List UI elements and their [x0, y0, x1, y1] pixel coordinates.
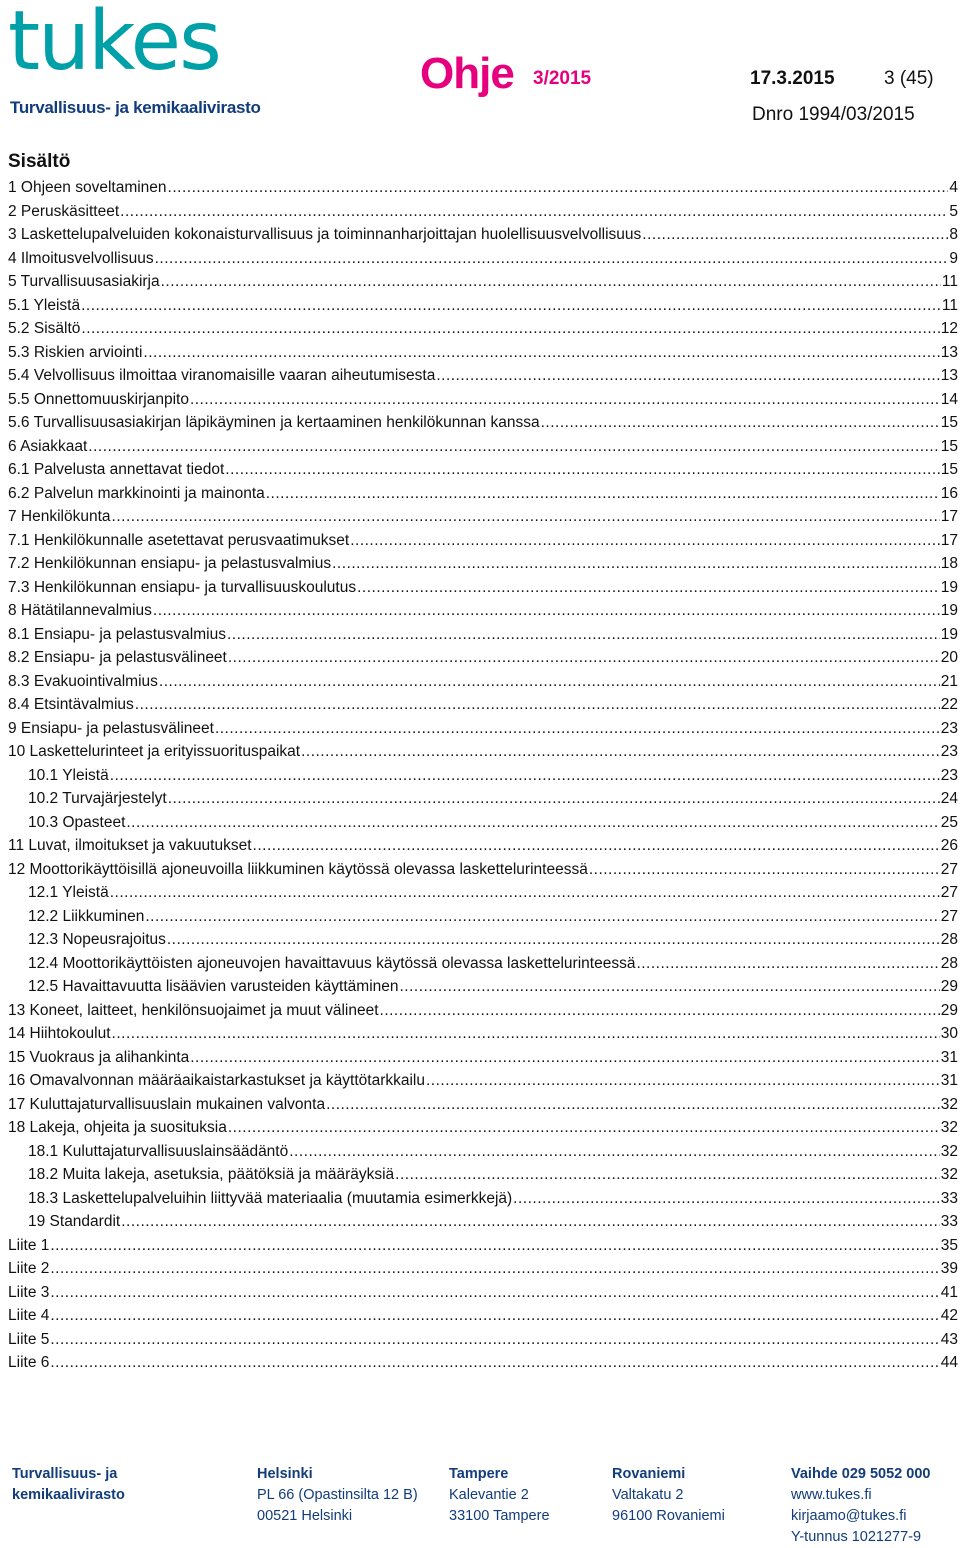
logo-wordmark: tukes: [8, 0, 220, 89]
toc-entry-title: Liite 2: [8, 1260, 50, 1277]
toc-entry[interactable]: [8, 1187, 958, 1211]
toc-entry[interactable]: [8, 1281, 958, 1305]
toc-entry-title: 5.3 Riskien arviointi: [8, 343, 143, 361]
toc-dot-leader: [541, 411, 940, 435]
footer-line: kirjaamo@tukes.fi: [791, 1508, 907, 1524]
toc-dot-leader: [513, 1187, 940, 1211]
toc-entry[interactable]: [8, 905, 958, 929]
toc-entry-page: 8: [949, 226, 958, 243]
toc-entry-title: 3 Laskettelupalveluiden kokonaisturvallisuus ja toiminnanharjoittajan huolellisuusvelvollisuus: [8, 226, 642, 243]
toc-entry[interactable]: [8, 529, 958, 553]
footer-line: kemikaalivirasto: [12, 1487, 125, 1503]
toc-entry[interactable]: [8, 317, 958, 341]
toc-entry-page: 19: [940, 625, 958, 643]
toc-dot-leader: [326, 1093, 940, 1117]
toc-entry[interactable]: [8, 1328, 958, 1352]
toc-dot-leader: [190, 1046, 940, 1070]
toc-entry[interactable]: [8, 247, 958, 271]
toc-entry-page: 4: [949, 179, 958, 196]
toc-entry[interactable]: [8, 341, 958, 365]
toc-dot-leader: [81, 294, 941, 318]
toc-entry[interactable]: [8, 999, 958, 1023]
toc-entry-title: 8.2 Ensiapu- ja pelastusvälineet: [8, 649, 227, 666]
toc-entry[interactable]: [8, 740, 958, 764]
toc-dot-leader: [332, 552, 940, 576]
footer-line: Rovaniemi: [612, 1466, 686, 1482]
toc-entry-page: 44: [940, 1354, 958, 1371]
toc-entry[interactable]: [8, 1069, 958, 1093]
toc-dot-leader: [215, 717, 940, 741]
toc-dot-leader: [121, 1210, 940, 1234]
toc-dot-leader: [168, 787, 940, 811]
toc-dot-leader: [228, 1116, 940, 1140]
toc-entry[interactable]: [8, 482, 958, 506]
toc-entry-page: 21: [940, 672, 958, 690]
toc-heading: Sisältö: [8, 151, 71, 172]
footer-column: [612, 1464, 725, 1527]
toc-entry-title: 8.1 Ensiapu- ja pelastusvalmius: [8, 625, 226, 643]
toc-dot-leader: [88, 435, 939, 459]
toc-dot-leader: [112, 1022, 940, 1046]
toc-entry[interactable]: [8, 858, 958, 882]
footer-column: [12, 1464, 125, 1506]
toc-entry-page: 15: [940, 414, 958, 431]
toc-entry-page: 29: [940, 1001, 958, 1019]
document-type: Ohje: [420, 49, 514, 98]
toc-entry[interactable]: [8, 787, 958, 811]
toc-entry-title: 14 Hiihtokoulut: [8, 1025, 111, 1042]
toc-entry-page: 39: [940, 1260, 958, 1277]
toc-entry-title: 6.1 Palvelusta annettavat tiedot: [8, 461, 225, 478]
toc-entry-title: 5.1 Yleistä: [8, 296, 81, 314]
toc-dot-leader: [143, 341, 939, 365]
toc-entry-page: 42: [940, 1307, 958, 1324]
toc-entry-title: 5.4 Velvollisuus ilmoittaa viranomaisille vaaran aiheutumisesta: [8, 367, 436, 384]
toc-entry[interactable]: [8, 1257, 958, 1281]
toc-entry[interactable]: [8, 1093, 958, 1117]
toc-entry-title: 2 Peruskäsitteet: [8, 202, 120, 220]
toc-dot-leader: [266, 482, 940, 506]
toc-entry-page: 19: [940, 602, 958, 619]
toc-dot-leader: [589, 858, 940, 882]
footer-line: Kalevantie 2: [449, 1487, 529, 1503]
toc-entry-title: 18.3 Laskettelupalveluihin liittyvää materiaalia (muutamia esimerkkejä): [28, 1189, 513, 1207]
toc-entry-page: 28: [940, 954, 958, 972]
toc-dot-leader: [50, 1328, 939, 1352]
document-number: 3/2015: [533, 68, 592, 89]
page-footer: [0, 1464, 960, 1544]
toc-dot-leader: [110, 764, 940, 788]
toc-entry[interactable]: [8, 1116, 958, 1140]
toc-entry-title: 16 Omavalvonnan määräaikaistarkastukset ja käyttötarkkailu: [8, 1072, 425, 1089]
toc-entry-page: 23: [940, 766, 958, 784]
toc-dot-leader: [168, 176, 949, 200]
toc-entry[interactable]: [8, 364, 958, 388]
toc-entry[interactable]: [8, 1163, 958, 1187]
toc-entry-page: 43: [940, 1330, 958, 1348]
footer-line: Y-tunnus 1021277-9: [791, 1529, 922, 1545]
table-of-contents: [8, 176, 958, 1375]
toc-entry-title: 8 Hätätilannevalmius: [8, 602, 152, 619]
toc-entry[interactable]: [8, 270, 958, 294]
toc-dot-leader: [50, 1234, 939, 1258]
toc-entry[interactable]: [8, 834, 958, 858]
toc-dot-leader: [126, 811, 939, 835]
toc-entry-title: 18 Lakeja, ohjeita ja suosituksia: [8, 1119, 227, 1136]
toc-entry-page: 27: [940, 884, 958, 901]
toc-entry-page: 5: [949, 202, 958, 220]
toc-entry[interactable]: [8, 1304, 958, 1328]
toc-entry-page: 31: [940, 1048, 958, 1066]
toc-dot-leader: [120, 200, 948, 224]
toc-dot-leader: [110, 881, 940, 905]
toc-entry-page: 27: [940, 907, 958, 925]
toc-entry-title: 10.3 Opasteet: [28, 813, 126, 831]
toc-entry[interactable]: [8, 576, 958, 600]
toc-entry-title: 5 Turvallisuusasiakirja: [8, 273, 160, 290]
toc-entry-title: 8.3 Evakuointivalmius: [8, 672, 158, 690]
toc-entry-title: Liite 4: [8, 1307, 50, 1324]
toc-entry-page: 35: [940, 1236, 958, 1254]
toc-entry[interactable]: [8, 623, 958, 647]
toc-entry-page: 25: [940, 813, 958, 831]
toc-entry-page: 17: [940, 531, 958, 549]
toc-entry-title: Liite 3: [8, 1283, 50, 1301]
tukes-logo: [8, 0, 261, 127]
toc-dot-leader: [400, 975, 940, 999]
toc-entry[interactable]: [8, 200, 958, 224]
toc-entry[interactable]: [8, 952, 958, 976]
footer-line: 33100 Tampere: [449, 1508, 550, 1524]
toc-entry-title: Liite 6: [8, 1354, 50, 1371]
toc-entry-title: 19 Standardit: [28, 1213, 121, 1230]
toc-dot-leader: [50, 1257, 939, 1281]
toc-entry[interactable]: [8, 646, 958, 670]
toc-dot-leader: [436, 364, 939, 388]
footer-column: [257, 1464, 418, 1527]
toc-entry-title: 10.2 Turvajärjestelyt: [28, 790, 167, 807]
toc-dot-leader: [289, 1140, 940, 1164]
toc-entry-page: 11: [941, 296, 958, 314]
toc-entry[interactable]: [8, 294, 958, 318]
footer-line: Valtakatu 2: [612, 1487, 684, 1503]
toc-entry[interactable]: [8, 552, 958, 576]
footer-line: 00521 Helsinki: [257, 1508, 353, 1524]
toc-dot-leader: [155, 247, 949, 271]
document-date: 17.3.2015: [750, 68, 835, 89]
toc-entry-title: 9 Ensiapu- ja pelastusvälineet: [8, 719, 214, 737]
toc-entry[interactable]: [8, 811, 958, 835]
toc-entry[interactable]: [8, 1140, 958, 1164]
toc-entry-page: 30: [940, 1025, 958, 1042]
toc-entry[interactable]: [8, 223, 958, 247]
toc-entry-page: 17: [940, 508, 958, 525]
toc-entry-page: 33: [940, 1213, 958, 1230]
footer-line: www.tukes.fi: [791, 1487, 872, 1503]
toc-entry-page: 28: [940, 931, 958, 948]
toc-entry-title: 18.2 Muita lakeja, asetuksia, päätöksiä ja määräyksiä: [28, 1166, 395, 1183]
toc-entry-page: 31: [940, 1072, 958, 1089]
toc-entry-title: 7.3 Henkilökunnan ensiapu- ja turvallisuuskoulutus: [8, 578, 357, 596]
toc-entry-page: 41: [940, 1283, 958, 1301]
toc-entry-title: 6.2 Palvelun markkinointi ja mainonta: [8, 484, 265, 502]
toc-entry-title: 11 Luvat, ilmoitukset ja vakuutukset: [8, 837, 252, 854]
toc-entry-title: 12.5 Havaittavuutta lisäävien varusteiden käyttäminen: [28, 978, 399, 995]
toc-entry[interactable]: [8, 928, 958, 952]
toc-entry-title: 15 Vuokraus ja alihankinta: [8, 1048, 190, 1066]
footer-line: Turvallisuus- ja: [12, 1466, 118, 1482]
toc-entry-page: 14: [940, 390, 958, 408]
toc-dot-leader: [159, 670, 940, 694]
toc-entry[interactable]: [8, 1210, 958, 1234]
toc-entry[interactable]: [8, 1351, 958, 1375]
toc-entry-title: 1 Ohjeen soveltaminen: [8, 179, 167, 196]
toc-entry[interactable]: [8, 1234, 958, 1258]
toc-dot-leader: [167, 928, 940, 952]
toc-entry-title: 7.2 Henkilökunnan ensiapu- ja pelastusvalmius: [8, 555, 332, 572]
toc-entry[interactable]: [8, 458, 958, 482]
toc-dot-leader: [145, 905, 939, 929]
toc-entry[interactable]: [8, 435, 958, 459]
toc-entry-page: 13: [940, 367, 958, 384]
toc-dot-leader: [426, 1069, 940, 1093]
toc-entry-page: 18: [940, 555, 958, 572]
toc-entry-page: 32: [940, 1095, 958, 1113]
toc-entry-title: 10 Laskettelurinteet ja erityissuorituspaikat: [8, 743, 301, 760]
toc-dot-leader: [190, 388, 940, 412]
toc-entry[interactable]: [8, 411, 958, 435]
toc-dot-leader: [228, 646, 940, 670]
toc-dot-leader: [81, 317, 939, 341]
footer-column: [449, 1464, 550, 1527]
toc-dot-leader: [301, 740, 940, 764]
toc-dot-leader: [227, 623, 940, 647]
toc-dot-leader: [350, 529, 940, 553]
document-register-number: Dnro 1994/03/2015: [752, 104, 915, 125]
toc-entry[interactable]: [8, 1046, 958, 1070]
toc-entry-page: 11: [941, 273, 958, 290]
toc-entry-page: 24: [940, 790, 958, 807]
toc-entry-page: 20: [940, 649, 958, 666]
toc-dot-leader: [161, 270, 941, 294]
logo-subtitle: Turvallisuus- ja kemikaalivirasto: [10, 98, 261, 117]
toc-dot-leader: [642, 223, 948, 247]
toc-entry-page: 22: [940, 696, 958, 713]
toc-entry-title: Liite 5: [8, 1330, 50, 1348]
toc-entry-title: 5.5 Onnettomuuskirjanpito: [8, 390, 189, 408]
toc-entry-title: 12.3 Nopeusrajoitus: [28, 931, 166, 948]
toc-dot-leader: [50, 1304, 939, 1328]
toc-entry-page: 16: [940, 484, 958, 502]
toc-entry[interactable]: [8, 670, 958, 694]
toc-entry-title: 17 Kuluttajaturvallisuuslain mukainen valvonta: [8, 1095, 326, 1113]
toc-entry[interactable]: [8, 505, 958, 529]
toc-entry-title: 8.4 Etsintävalmius: [8, 696, 134, 713]
toc-entry-title: 7 Henkilökunta: [8, 508, 111, 525]
toc-entry-title: 4 Ilmoitusvelvollisuus: [8, 249, 154, 267]
toc-dot-leader: [253, 834, 940, 858]
toc-dot-leader: [380, 999, 940, 1023]
footer-line: Helsinki: [257, 1466, 313, 1482]
toc-entry-title: 12.4 Moottorikäyttöisten ajoneuvojen havaittavuus käytössä olevassa laskettelurinteessä: [28, 954, 636, 972]
toc-entry-page: 15: [940, 437, 958, 455]
footer-line: 96100 Rovaniemi: [612, 1508, 725, 1524]
footer-line: Tampere: [449, 1466, 509, 1482]
footer-line: PL 66 (Opastinsilta 12 B): [257, 1487, 418, 1503]
toc-entry-title: 7.1 Henkilökunnalle asetettavat perusvaatimukset: [8, 531, 350, 549]
toc-entry-title: 12.1 Yleistä: [28, 884, 109, 901]
toc-entry-page: 15: [940, 461, 958, 478]
toc-entry-title: 18.1 Kuluttajaturvallisuuslainsäädäntö: [28, 1142, 289, 1160]
toc-dot-leader: [50, 1281, 939, 1305]
toc-entry-page: 9: [949, 249, 958, 267]
toc-entry-page: 29: [940, 978, 958, 995]
footer-line: Vaihde 029 5052 000: [791, 1466, 931, 1482]
toc-dot-leader: [135, 693, 940, 717]
toc-entry[interactable]: [8, 881, 958, 905]
toc-dot-leader: [636, 952, 939, 976]
toc-entry-page: 19: [940, 578, 958, 596]
toc-entry-title: 12.2 Liikkuminen: [28, 907, 145, 925]
toc-entry-title: 12 Moottorikäyttöisillä ajoneuvoilla liikkuminen käytössä olevassa laskettelurinteessä: [8, 860, 588, 878]
toc-entry-title: 5.2 Sisältö: [8, 320, 81, 337]
toc-entry[interactable]: [8, 975, 958, 999]
toc-entry[interactable]: [8, 717, 958, 741]
toc-entry[interactable]: [8, 388, 958, 412]
toc-dot-leader: [357, 576, 940, 600]
toc-entry-title: 10.1 Yleistä: [28, 766, 109, 784]
page-indicator: 3 (45): [884, 68, 934, 89]
toc-entry-page: 32: [940, 1142, 958, 1160]
toc-entry-title: 13 Koneet, laitteet, henkilönsuojaimet ja muut välineet: [8, 1001, 379, 1019]
toc-entry-title: 5.6 Turvallisuusasiakirjan läpikäyminen ja kertaaminen henkilökunnan kanssa: [8, 414, 540, 431]
footer-column: [791, 1464, 930, 1548]
toc-entry[interactable]: [8, 693, 958, 717]
toc-entry[interactable]: [8, 1022, 958, 1046]
toc-entry-page: 33: [940, 1189, 958, 1207]
toc-dot-leader: [395, 1163, 940, 1187]
toc-entry-page: 32: [940, 1119, 958, 1136]
toc-entry-page: 23: [940, 719, 958, 737]
toc-entry-page: 32: [940, 1166, 958, 1183]
toc-entry[interactable]: [8, 764, 958, 788]
toc-dot-leader: [225, 458, 939, 482]
toc-entry-page: 26: [940, 837, 958, 854]
toc-entry[interactable]: [8, 599, 958, 623]
toc-entry-page: 13: [940, 343, 958, 361]
toc-entry-page: 23: [940, 743, 958, 760]
toc-entry-title: 6 Asiakkaat: [8, 437, 88, 455]
toc-entry[interactable]: [8, 176, 958, 200]
toc-dot-leader: [112, 505, 940, 529]
toc-dot-leader: [153, 599, 940, 623]
toc-entry-page: 27: [940, 860, 958, 878]
toc-entry-page: 12: [940, 320, 958, 337]
toc-dot-leader: [50, 1351, 939, 1375]
toc-entry-title: Liite 1: [8, 1236, 50, 1254]
